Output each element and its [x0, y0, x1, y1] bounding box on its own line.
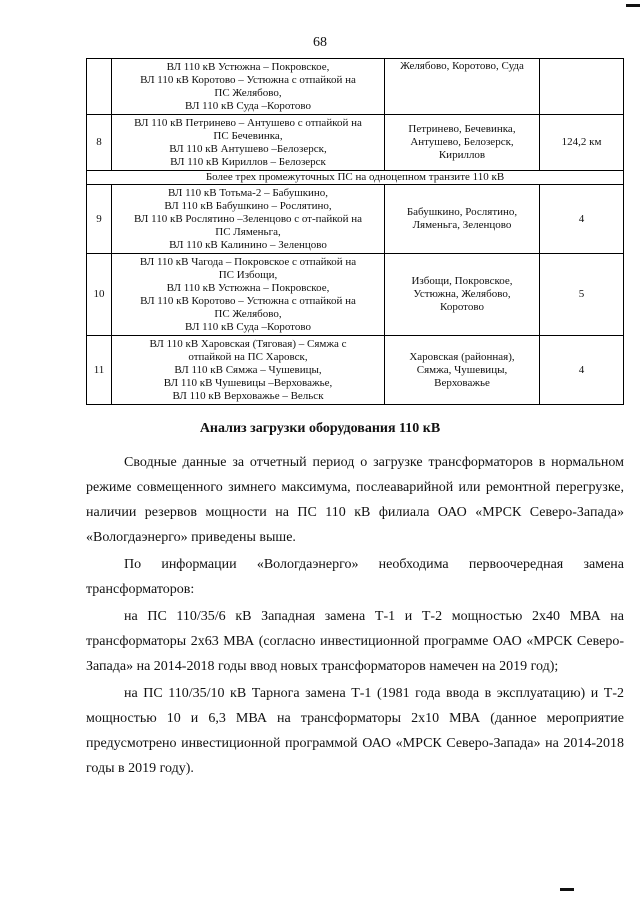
line-text: ВЛ 110 кВ Чагода – Покровское с отпайкой на — [139, 255, 357, 268]
stations-cell — [385, 59, 540, 115]
line-text: ПС Ляменьга, — [215, 225, 281, 238]
line-text: ВЛ 110 кВ Суда –Коротово — [185, 320, 311, 333]
paragraph: По информации «Вологдаэнерго» необходима первоочередная замена трансформаторов: — [86, 557, 624, 597]
value-cell: 124,2 км — [540, 115, 624, 171]
line-text: ВЛ 110 кВ Устюжна – Покровское, — [166, 60, 330, 73]
line-text: ПС Желябово, — [214, 307, 282, 320]
stations-text: Ляменьга, Зеленцово — [412, 219, 512, 231]
line-text: ВЛ 110 кВ Коротово – Устюжна с отпайкой на — [140, 73, 356, 86]
paragraph: Сводные данные за отчетный период о загрузке трансформаторов в нормальном режиме совмещенного зимнего максимума, послеаварийной или ремонтной перегрузке, наличии резервов мощности на ПС 110 кВ филиала ОАО «МРСК Северо-Запада» «Вологдаэнерго» приведены выше. — [86, 455, 624, 545]
value-cell — [540, 59, 624, 115]
edge-mark-bottom — [560, 888, 574, 891]
row-number: 8 — [87, 115, 112, 171]
stations-cell — [385, 185, 540, 254]
row-number: 9 — [87, 185, 112, 254]
section-heading: Анализ загрузки оборудования 110 кВ — [199, 421, 441, 436]
body-text — [86, 450, 624, 781]
edge-mark-top — [626, 4, 640, 7]
line-text: ВЛ 110 кВ Рослятино –Зеленцово с от-пайкой на — [134, 212, 362, 225]
line-text: ПС Избощи, — [218, 268, 278, 281]
stations-text: Сямжа, Чушевицы, — [416, 363, 508, 376]
line-list — [112, 185, 385, 254]
line-text: ВЛ 110 кВ Суда –Коротово — [185, 99, 311, 112]
row-number — [87, 59, 112, 115]
line-text: ВЛ 110 кВ Кириллов – Белозерск — [170, 155, 326, 168]
stations-cell — [385, 254, 540, 336]
paragraph: на ПС 110/35/6 кВ Западная замена Т-1 и Т-2 мощностью 2х40 МВА на трансформаторы 2х63 МВА (согласно инвестиционной программе ОАО «МРСК Северо-Запада» на 2014-2018 годы ввод новых трансформаторов намечен на 2019 год); — [86, 609, 624, 674]
transit-table — [86, 58, 624, 405]
line-list — [112, 336, 385, 405]
line-text: ВЛ 110 кВ Антушево –Белозерск, — [169, 142, 327, 155]
table-row — [87, 115, 624, 171]
stations-text: Коротово — [440, 301, 484, 313]
stations-text: Избощи, Покровское, — [411, 275, 513, 287]
row-number: 10 — [87, 254, 112, 336]
line-text: ВЛ 110 кВ Чушевицы –Верховажье, — [163, 376, 333, 389]
value-cell: 4 — [540, 185, 624, 254]
stations-text: Антушево, Белозерск, — [410, 136, 514, 148]
line-text: ПС Бечевинка, — [213, 129, 283, 142]
table-row — [87, 185, 624, 254]
line-text: отпайкой на ПС Харовск, — [188, 350, 308, 363]
value-cell: 4 — [540, 336, 624, 405]
stations-text: Петринево, Бечевинка, — [408, 123, 516, 135]
stations-text: Верховажье — [434, 376, 490, 389]
stations-cell — [385, 336, 540, 405]
line-list — [112, 254, 385, 336]
line-text: ВЛ 110 кВ Петринево – Антушево с отпайкой на — [134, 116, 362, 129]
paragraph: на ПС 110/35/10 кВ Тарнога замена Т-1 (1981 года ввода в эксплуатацию) и Т-2 мощностью 10 и 6,3 МВА на трансформаторы 2х10 МВА (данное мероприятие предусмотрено инвестиционной программой ОАО «МРСК Северо-Запада» на 2014-2018 годы в 2019 году). — [86, 686, 624, 776]
table-row — [87, 59, 624, 115]
line-text: ВЛ 110 кВ Калинино – Зеленцово — [169, 238, 327, 251]
stations-text: Желябово, Коротово, Суда — [400, 60, 524, 72]
section-header: Более трех промежуточных ПС на одноцепном транзите 110 кВ — [87, 171, 624, 185]
line-text: ВЛ 110 кВ Сямжа – Чушевицы, — [174, 363, 322, 376]
line-text: ВЛ 110 кВ Тотьма-2 – Бабушкино, — [167, 186, 329, 199]
line-text: ВЛ 110 кВ Коротово – Устюжна с отпайкой на — [140, 294, 356, 307]
stations-text: Кириллов — [438, 149, 486, 161]
table-row — [87, 336, 624, 405]
stations-cell — [385, 115, 540, 171]
row-number: 11 — [87, 336, 112, 405]
line-list — [112, 59, 385, 115]
line-text: ВЛ 110 кВ Устюжна – Покровское, — [166, 281, 330, 294]
stations-text: Харовская (районная), — [409, 350, 515, 363]
section-header-row — [87, 171, 624, 185]
line-text: ВЛ 110 кВ Бабушкино – Рослятино, — [164, 199, 332, 212]
line-text: ВЛ 110 кВ Верховажье – Вельск — [172, 389, 324, 402]
page-number: 68 — [313, 35, 327, 50]
line-text: ВЛ 110 кВ Харовская (Тяговая) – Сямжа с — [149, 337, 347, 350]
table-row — [87, 254, 624, 336]
line-text: ПС Желябово, — [214, 86, 282, 99]
value-cell: 5 — [540, 254, 624, 336]
stations-text: Бабушкино, Рослятино, — [406, 206, 518, 218]
stations-text: Устюжна, Желябово, — [413, 288, 511, 300]
line-list — [112, 115, 385, 171]
